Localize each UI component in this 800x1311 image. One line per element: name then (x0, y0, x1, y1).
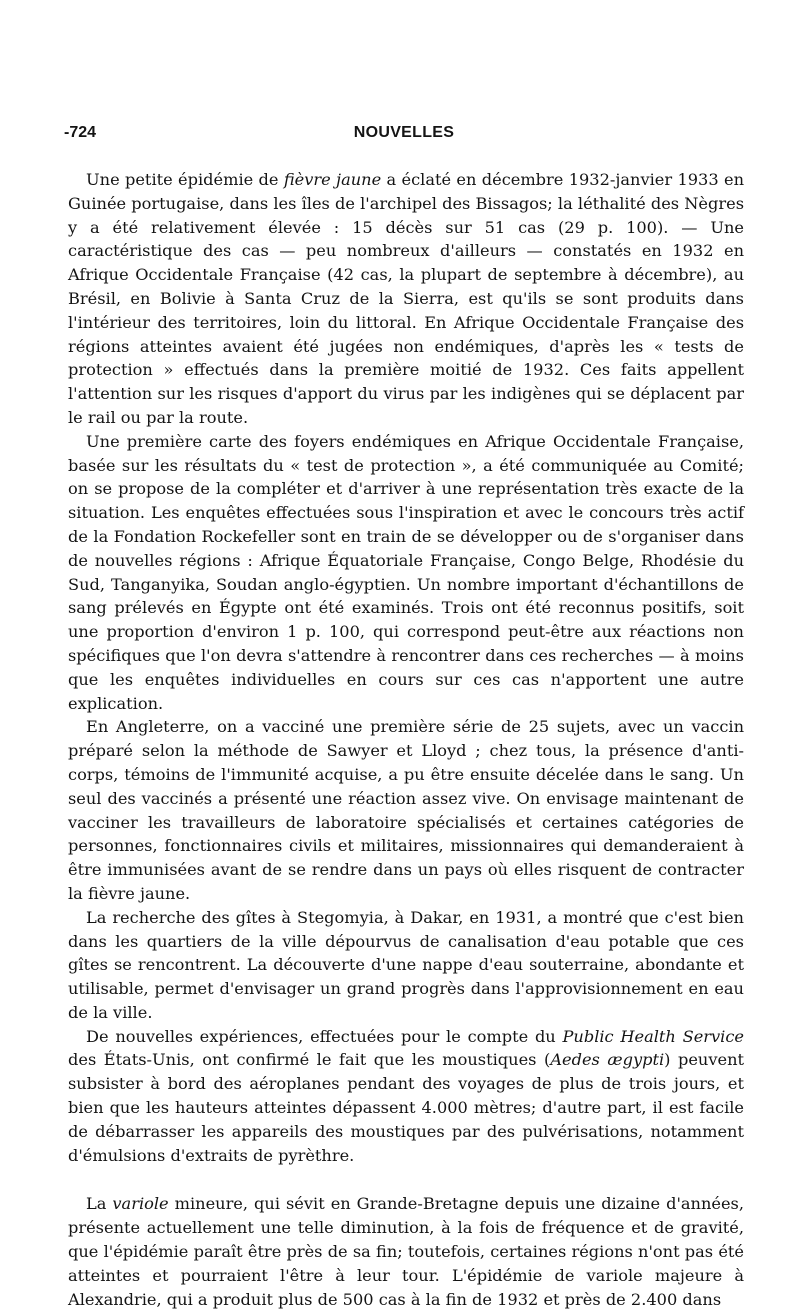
italic-term: Public Health Service (562, 1026, 744, 1046)
paragraph-text: a éclaté en décembre 1932-janvier 1933 en Guinée portugaise, dans les îles de l'archipel des Bissagos; la léthalité des Nègres y a été relativement élevée : 15 décès sur 51 cas (29 p. 100). — Une caractéristique des cas — peu nombreux d'ailleurs — constatés en 1932 en Afrique Occidentale Française (42 cas, la plupart de septembre à décembre), au Brésil, en Bolivie à Santa Cruz de la Sierra, est qu'ils se sont produits dans l'intérieur des territoires, loin du littoral. En Afrique Occidentale Française des régions atteintes avaient été jugées non endémiques, d'après les « tests de protection » effectués dans la première moitié de 1932. Ces faits appellent l'attention sur les risques d'apport du virus par les indigènes qui se déplacent par le rail ou par la route. (68, 170, 745, 427)
paragraph-text: mineure, qui sévit en Grande-Bretagne depuis une dizaine d'années, présente actuellement une telle diminution, à la fois de fréquence et de gravité, que l'épidémie paraît être près de sa fin; toutefois, certaines régions n'ont pas été atteintes et pourraient l'être à leur tour. L'épidémie de variole majeure à Alexandrie, qui a produit plus de 500 cas à la fin de 1932 et près de 2.400 dans (68, 1194, 745, 1309)
page-number: -724 (64, 124, 97, 141)
italic-term: variole (112, 1194, 169, 1214)
page-header (64, 124, 744, 146)
paragraph (68, 168, 744, 430)
paragraph (68, 1192, 744, 1311)
paragraph-text: En Angleterre, on a vacciné une première série de 25 sujets, avec un vaccin préparé selon la méthode de Sawyer et Lloyd ; chez tous, la présence d'anti-corps, témoins de l'immunité acquise, a pu être ensuite décelée dans le sang. Un seul des vaccinés a présenté une réaction assez vive. On envisage maintenant de vacciner les travailleurs de laboratoire spécialisés et certaines catégories de personnes, fonctionnaires civils et militaires, missionnaires qui demanderaient à être immunisées avant de se rendre dans un pays où elles risquent de contracter la fièvre jaune. (68, 717, 744, 903)
paragraph (68, 430, 744, 716)
paragraph-text: des États-Unis, ont confirmé le fait que les moustiques ( (68, 1050, 551, 1070)
italic-term: Aedes ægypti (550, 1050, 665, 1070)
running-title: NOUVELLES (353, 124, 455, 141)
italic-term: fièvre jaune (283, 170, 382, 189)
paragraph-text: ) peuvent subsister à bord des aéroplanes pendant des voyages de plus de trois jours, et bien que les hauteurs atteintes dépassent 4.000 mètres; d'autre part, il est facile de débarrasser les appareils des moustiques par des pulvérisations, notamment d'émulsions d'extraits de pyrèthre. (68, 1050, 745, 1165)
paragraph-text: La (86, 1194, 113, 1214)
paragraph (68, 1025, 744, 1168)
paragraph-text: De nouvelles expériences, effectuées pour le compte du (86, 1026, 563, 1046)
paragraph (68, 906, 744, 1025)
paragraph-text: Une petite épidémie de (86, 170, 284, 189)
paragraph-text: La recherche des gîtes à Stegomyia, à Dakar, en 1931, a montré que c'est bien dans les quartiers de la ville dépourvus de canalisation d'eau potable que ces gîtes se rencontrent. La découverte d'une nappe d'eau souterraine, abondante et utilisable, permet d'envisager un grand progrès dans l'approvisionnement en eau de la ville. (68, 907, 744, 1022)
article-body (68, 168, 744, 1311)
paragraph (68, 715, 744, 905)
paragraph-text: Une première carte des foyers endémiques en Afrique Occidentale Française, basée sur les résultats du « test de protection », a été communiquée au Comité; on se propose de la compléter et d'arriver à une représentation très exacte de la situation. Les enquêtes effectuées sous l'inspiration et avec le concours très actif de la Fondation Rockefeller sont en train de se développer ou de s'organiser dans de nouvelles régions : Afrique Équatoriale Française, Congo Belge, Rhodésie du Sud, Tanganyika, Soudan anglo-égyptien. Un nombre important d'échantillons de sang prélevés en Égypte ont été examinés. Trois ont été reconnus positifs, soit une proportion d'environ 1 p. 100, qui correspond peut-être aux réactions non spécifiques que l'on devra s'attendre à rencontrer dans ces recherches — à moins que les enquêtes individuelles en cours sur ces cas n'apportent une autre explication. (68, 431, 744, 713)
